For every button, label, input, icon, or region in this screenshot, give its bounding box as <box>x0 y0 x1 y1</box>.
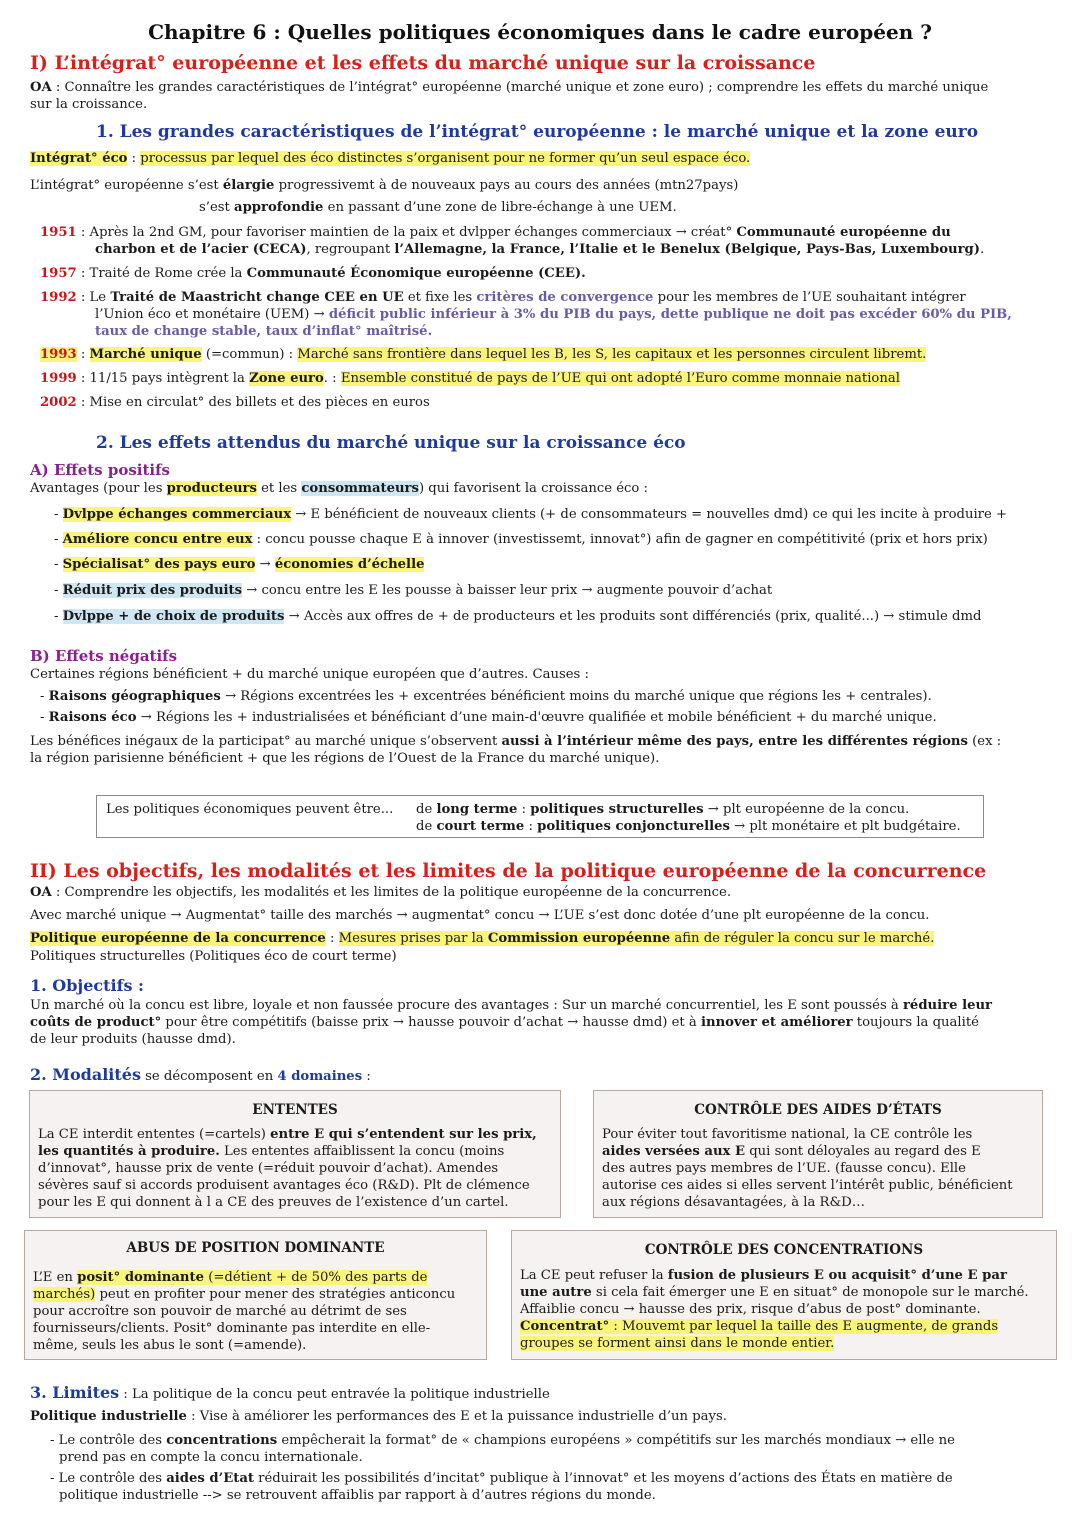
integration-line2: s’est approfondie en passant d’une zone de libre-échange à une UEM. <box>199 200 677 215</box>
list-item-cont: politique industrielle --> se retrouvent affaiblis par rapport à d’autres régions du monde. <box>59 1488 656 1503</box>
year: 1951 <box>40 225 77 240</box>
timeline-1957: 1957 : Traité de Rome crée la Communauté Économique européenne (CEE). <box>40 266 586 281</box>
box-title: CONTRÔLE DES CONCENTRATIONS <box>644 1242 924 1258</box>
objectives-line1: Un marché où la concu est libre, loyale et non faussée procure des avantages : Sur un marché concurrentiel, les E sont poussés à réduire leur <box>30 998 993 1013</box>
definition-line2: Politiques structurelles (Politiques éco de court terme) <box>30 949 397 964</box>
list-item: - Dvlppe échanges commerciaux → E bénéficient de nouveaux clients (+ de consommateurs = nouvelles dmd) ce qui les incite à produire + <box>54 506 1007 523</box>
timeline-1992-line3: taux de change stable, taux d’inflat° maîtrisé. <box>95 324 433 339</box>
box-title: ENTENTES <box>252 1102 338 1118</box>
timeline-1951-line2: charbon et de l’acier (CECA), regroupant l’Allemagne, la France, l’Italie et le Benelux (Belgique, Pays-Bas, Luxembourg). <box>95 242 985 257</box>
list-item: - Réduit prix des produits → concu entre les E les pousse à baisser leur prix → augmente pouvoir d’achat <box>54 582 772 599</box>
list-item: - Le contrôle des aides d’Etat réduirait les possibilités d’incitat° publique à l’innovat° et les moyens d’actions des États en matière de <box>50 1470 953 1487</box>
def-text: processus par lequel des éco distinctes s’organisent pour ne former qu’un seul espace éco. <box>140 151 751 166</box>
box-ententes: ENTENTES La CE interdit ententes (=cartels) entre E qui s’entendent sur les prix, les quantités à produire. Les ententes affaiblissent la concu (moins d’innovat°, hausse prix de vente (=réduit pouvoir d’achat). Amendes sévères sauf si accords produisent avantages éco (R&D). Plt de clémence pour les E qui donnent à l a CE des preuves de l’existence d’un cartel. <box>29 1090 561 1218</box>
convergence-criteria: critères de convergence <box>476 290 654 305</box>
modalities-heading: 2. Modalités se décomposent en 4 domaines : <box>30 1065 371 1084</box>
positive-effects-heading: A) Effets positifs <box>30 461 171 479</box>
page-title: Chapitre 6 : Quelles politiques économiques dans le cadre européen ? <box>148 20 932 44</box>
definition-integration: Intégrat° éco : processus par lequel des éco distinctes s’organisent pour ne former qu’un seul espace éco. <box>30 151 751 166</box>
list-item-cont: prend pas en compte la concu internationale. <box>59 1450 363 1465</box>
list-item: - Raisons éco → Régions les + industrialisées et bénéficiant d’une main-d'œuvre qualifiée et mobile bénéficient + du marché unique. <box>40 709 937 726</box>
negative-conclusion-line2: la région parisienne bénéficient + que les régions de l’Ouest de la France du marché unique). <box>30 751 660 766</box>
list-item: - Améliore concu entre eux : concu pousse chaque E à innover (investissemt, innovat°) afin de gagner en compétitivité (prix et hors prix) <box>54 531 988 548</box>
policy-short-term: de court terme : politiques conjoncturelles → plt monétaire et plt budgétaire. <box>416 819 961 834</box>
policy-types-lead: Les politiques économiques peuvent être... <box>106 802 394 817</box>
objectives-line3: de leur produits (hausse dmd). <box>30 1032 236 1047</box>
box-state-aid-control: CONTRÔLE DES AIDES D’ÉTATS Pour éviter tout favoritisme national, la CE contrôle les aides versées aux E qui sont déloyales au regard des E des autres pays membres de l’UE. (fausse concu). Elle autorise ces aides si elles servent l’intérêt public, bénéficient aux régions désavantagées, à la R&D… <box>593 1090 1043 1218</box>
timeline-1992: 1992 : Le Traité de Maastricht change CEE en UE et fixe les critères de convergence pour les membres de l’UE souhaitant intégrer <box>40 290 966 305</box>
box-dominant-position-abuse: ABUS DE POSITION DOMINANTE L’E en posit° dominante (=détient + de 50% des parts de marchés) peut en profiter pour mener des stratégies anticoncu pour accroître son pouvoir de marché au détrimt de ses fournisseurs/clients. Posit° dominante pas interdite en elle- même, seuls les abus le sont (=amende). <box>24 1230 487 1360</box>
objectives-heading: 1. Objectifs : <box>30 976 144 995</box>
negative-effects-intro: Certaines régions bénéficient + du marché unique européen que d’autres. Causes : <box>30 667 589 682</box>
part1-oa-line2: sur la croissance. <box>30 97 148 112</box>
part1-heading: I) L’intégrat° européenne et les effets du marché unique sur la croissance <box>30 52 816 74</box>
list-item: - Le contrôle des concentrations empêcherait la format° de « champions européens » compétitifs sur les marchés mondiaux → elle ne <box>50 1432 955 1449</box>
positive-effects-intro: Avantages (pour les producteurs et les consommateurs) qui favorisent la croissance éco : <box>30 481 648 496</box>
negative-effects-heading: B) Effets négatifs <box>30 647 178 665</box>
part2-oa: OA : Comprendre les objectifs, les modalités et les limites de la politique européenne de la concurrence. <box>30 885 732 900</box>
part2-heading: II) Les objectifs, les modalités et les limites de la politique européenne de la concurrence <box>30 860 987 882</box>
section2-heading: 2. Les effets attendus du marché unique sur la croissance éco <box>96 433 686 453</box>
box-title: ABUS DE POSITION DOMINANTE <box>126 1240 385 1256</box>
oa-text: : Connaître les grandes caractéristiques de l’intégrat° européenne (marché unique et zone euro) ; comprendre les effets du marché unique <box>51 80 989 95</box>
negative-conclusion: Les bénéfices inégaux de la participat° au marché unique s’observent aussi à l’intérieur même des pays, entre les différentes régions (ex : <box>30 734 1002 749</box>
list-item: - Raisons géographiques → Régions excentrées les + excentrées bénéficient moins du marché unique que régions les + centrales). <box>40 688 932 705</box>
limits-heading: 3. Limites : La politique de la concu peut entravée la politique industrielle <box>30 1383 550 1402</box>
box-merger-control: CONTRÔLE DES CONCENTRATIONS La CE peut refuser la fusion de plusieurs E ou acquisit° d’une E par une autre si cela fait émerger une E en situat° de monopole sur le marché. Affaiblie concu → hausse des prix, risque d’abus de post° dominante. Concentrat° : Mouvemt par lequel la taille des E augmente, de grands groupes se forment ainsi dans le monde entier. <box>511 1230 1057 1360</box>
list-item: - Spécialisat° des pays euro → économies d’échelle <box>54 556 424 573</box>
timeline-2002: 2002 : Mise en circulat° des billets et des pièces en euros <box>40 395 430 410</box>
part1-oa <box>30 79 988 96</box>
timeline-1992-line2: l’Union éco et monétaire (UEM) → déficit public inférieur à 3% du PIB du pays, dette publique ne doit pas excéder 60% du PIB, <box>95 307 1012 322</box>
def-term: Intégrat° éco <box>30 151 128 166</box>
timeline-1951: 1951 : Après la 2nd GM, pour favoriser maintien de la paix et dvlpper échanges commerciaux → créat° Communauté européenne du <box>40 225 951 240</box>
box-title: CONTRÔLE DES AIDES D’ÉTATS <box>694 1102 942 1118</box>
objectives-line2: coûts de product° pour être compétitifs (baisse prix → hausse pouvoir d’achat → hausse dmd) et à innover et améliorer toujours la qualité <box>30 1015 979 1030</box>
policy-long-term: de long terme : politiques structurelles → plt européenne de la concu. <box>416 802 910 817</box>
integration-line1: L’intégrat° européenne s’est élargie progressivemt à de nouveaux pays au cours des années (mtn27pays) <box>30 178 739 193</box>
timeline-1999: 1999 : 11/15 pays intègrent la Zone euro. : Ensemble constitué de pays de l’UE qui ont adopté l’Euro comme monnaie national <box>40 371 900 386</box>
industrial-policy-definition: Politique industrielle : Vise à améliorer les performances des E et la puissance industrielle d’un pays. <box>30 1409 727 1424</box>
timeline-1993: 1993 : Marché unique (=commun) : Marché sans frontière dans lequel les B, les S, les capitaux et les personnes circulent libremt. <box>40 347 927 362</box>
section1-heading: 1. Les grandes caractéristiques de l’intégrat° européenne : le marché unique et la zone euro <box>96 122 979 142</box>
definition-competition-policy: Politique européenne de la concurrence : Mesures prises par la Commission européenne afin de réguler la concu sur le marché. <box>30 931 935 946</box>
list-item: - Dvlppe + de choix de produits → Accès aux offres de + de producteurs et les produits sont différenciés (prix, qualité...) → stimule dmd <box>54 608 981 625</box>
oa-label: OA <box>30 80 52 95</box>
part2-intro: Avec marché unique → Augmentat° taille des marchés → augmentat° concu → L’UE s’est donc dotée d’une plt européenne de la concu. <box>30 908 930 923</box>
